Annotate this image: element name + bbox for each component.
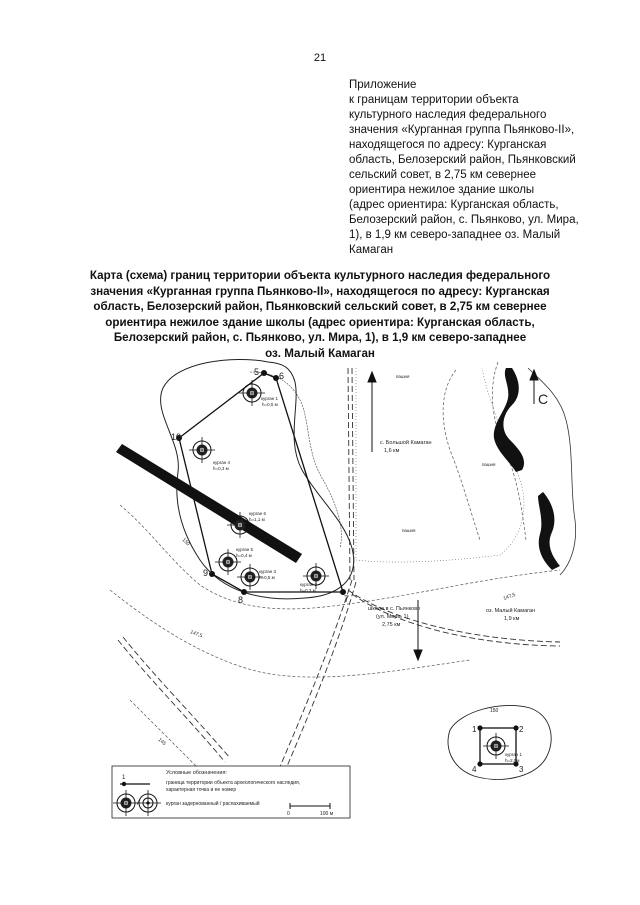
appendix-line: сельский совет, в 2,75 км севернее [349,169,537,181]
road-band [116,444,302,563]
scale-zero: 0 [287,811,290,817]
mound-label: h=0,3 м [300,588,316,593]
mound-label: курган 6 [249,511,267,516]
direction-distance: 1,6 км [384,448,400,454]
appendix-line: 1), в 1,9 км северо-западнее оз. Малый [349,229,561,241]
direction-distance: 2,75 км [382,622,401,628]
appendix-line: культурного наследия федерального [349,109,547,121]
contour-label: 150 [180,537,191,548]
ravine [494,368,524,472]
legend-boundary-text: характерная точка и ее номер [166,787,237,793]
mound-label: курган 5 [236,547,254,552]
boundary-points [176,370,346,595]
mound-label: курган 1 [505,752,523,757]
field-label: пашня [402,528,416,533]
mound-label: h=0,3 м [213,466,229,471]
contour-label: 145 [156,736,167,747]
contour-label: 147,5 [502,591,517,602]
inset-point-label: 4 [472,765,477,774]
lake-shore [528,368,576,575]
appendix-line: Белозерский район, с. Пьянково, ул. Мира, [349,214,579,226]
direction-label: оз. Малый Камаган [486,608,536,614]
point-label: 6 [279,371,285,381]
legend [112,766,350,818]
legend-slash: / [137,801,139,807]
appendix-line: Камаган [349,244,394,256]
contour-label: 147,5 [189,629,204,640]
point-label: 8 [238,595,244,605]
legend-mounds-text: курган задернованный / распахиваемый [166,801,260,807]
point-label: 7 [344,594,350,604]
direction-label: (ул. Мира, 1) [376,614,409,620]
appendix-line: область, Белозерский район, Пьянковский [349,154,576,166]
title-line: ориентира нежилое здание школы (адрес ориентира: Курганская область, [105,315,535,329]
field-label: пашня [482,462,496,467]
mound-label: h=0,4 м [236,553,252,558]
appendix-line: находящегося по адресу: Курганская [349,139,547,151]
contour-label: 150 [490,708,499,714]
inset-point-label: 1 [472,725,477,734]
mound-label: h=0,5 м [259,575,275,580]
title-line: оз. Малый Камаган [265,346,375,360]
point-label: 5 [254,367,260,377]
title-line: значения «Курганная группа Пьянково-II», находящегося по адресу: Курганская [90,284,550,298]
title-line: Карта (схема) границ территории объекта культурного наследия федерального [89,269,551,282]
field-label: пашня [396,374,410,379]
appendix-line: ориентира нежилое здание школы [349,184,535,196]
mound-label: h=2,5м [505,758,520,763]
field-boundary [356,368,524,562]
appendix-line: к границам территории объекта [349,94,519,106]
mound-label: курган 3 [259,569,277,574]
mound-icon [189,437,215,463]
title-line: Белозерский район, с. Пьянково, ул. Мира, 1), в 1,9 км северо-западнее [113,331,527,344]
direction-label: с. Большой Камаган [380,440,432,446]
appendix-line: (адрес ориентира: Курганская область, [349,199,559,211]
inset-point-label: 3 [519,765,524,774]
point-label: 9 [203,568,209,578]
page-number: 21 [313,52,327,64]
title-line: область, Белозерский район, Пьянковский сельский совет, в 2,75 км севернее [93,300,547,313]
legend-title: Условные обозначения: [166,770,227,776]
mound-label: курган 4 [213,460,231,465]
site-boundary [179,373,343,592]
direction-label: школа в с. Пьянково [368,606,421,612]
north-label: С [538,391,549,407]
inset-point-label: 2 [519,725,524,734]
appendix-line: Приложение [349,79,417,91]
mound-label: h=1,1 м [249,517,265,522]
scale-hundred: 100 м [320,811,334,817]
mound-label: курган 2 [300,582,318,587]
legend-point-number: 1 [122,775,126,781]
contour-lines [110,362,560,780]
appendix-line: значения «Курганная группа Пьянково-II», [349,124,575,136]
ravine [538,492,560,570]
mound-label: курган 1 [261,396,279,401]
direction-distance: 1,9 км [504,616,520,622]
mound-label: h=0,5 м [262,402,278,407]
point-label: 10 [171,432,182,442]
legend-boundary-text: граница территории объекта археологического наследия, [166,780,301,786]
